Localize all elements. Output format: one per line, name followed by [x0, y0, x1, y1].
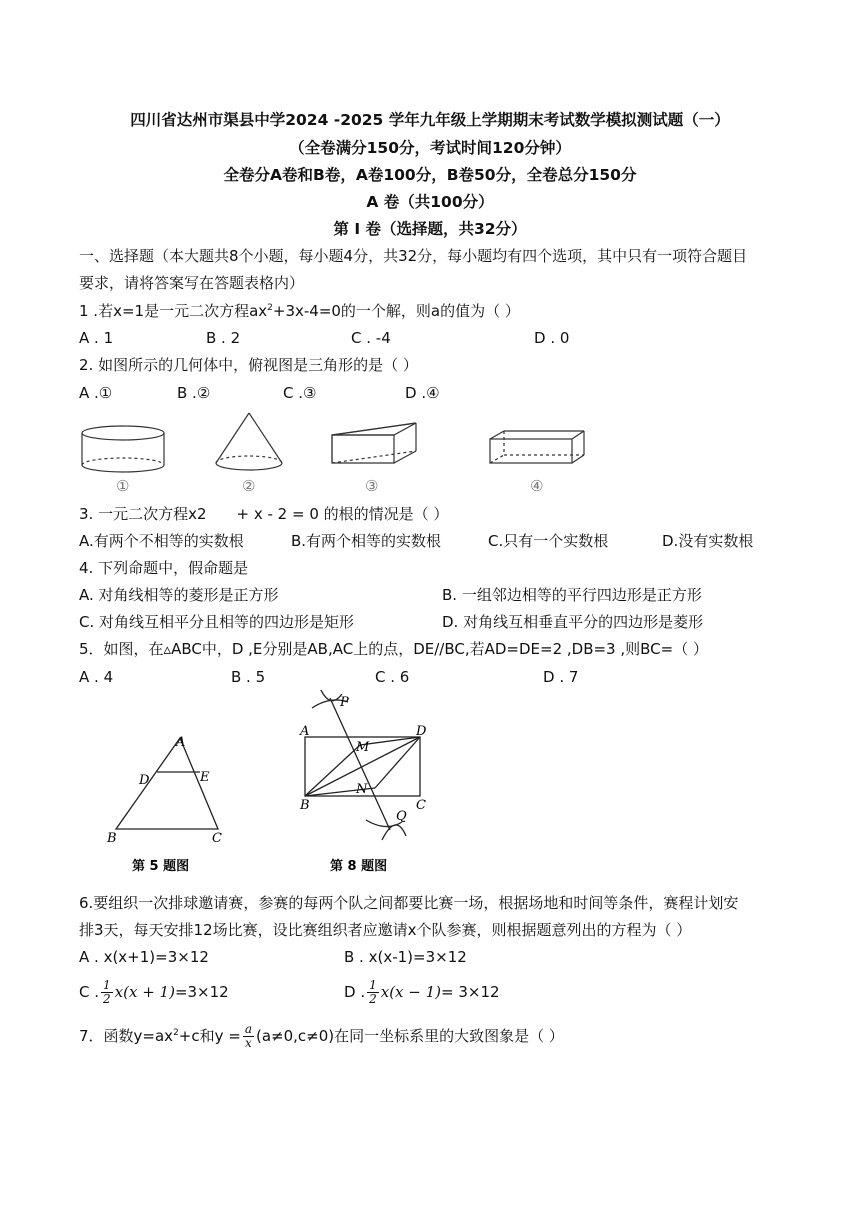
q6-option-c-suffix: =3×12: [174, 983, 229, 1001]
q6-stem-line-2: 排3天，每天安排12场比赛，设比赛组织者应邀请x个队参赛，则根据题意列出的方程为（ ）: [79, 921, 692, 939]
fig5-label-a: A: [176, 735, 186, 750]
fig8-label-d: D: [416, 724, 427, 739]
q1-stem-part-b: +3x-4=0的一个解，则a的值为（ ）: [272, 302, 520, 320]
q5-option-b: B . 5: [231, 668, 266, 686]
figure-5-triangle: [100, 728, 240, 878]
q6-option-d-prefix: D .: [344, 983, 366, 1001]
q7-stem-part-c: (a≠0,c≠0)在同一坐标系里的大致图象是（ ）: [255, 1027, 564, 1045]
q4-option-d: D. 对角线互相垂直平分的四边形是菱形: [442, 613, 704, 631]
figure-8-rectangle: [290, 690, 450, 880]
q6-option-c-expression: x(x + 1): [114, 983, 175, 1001]
q3-stem: [79, 504, 448, 524]
q6-option-d-fraction: [367, 979, 379, 1006]
fig5-label-e: E: [200, 770, 210, 785]
q1-option-b: B . 2: [206, 329, 241, 347]
q6-option-d-suffix: = 3×12: [441, 983, 500, 1001]
fig8-label-q: Q: [396, 809, 407, 824]
q3-option-c: C.只有一个实数根: [488, 532, 609, 550]
instructions-line-1: 一、选择题（本大题共8个小题，每小题4分，共32分，每小题均有四个选项，其中只有一项符合题目: [79, 247, 748, 265]
q1-option-a: A . 1: [79, 329, 114, 347]
q6-option-d-numerator: 1: [369, 978, 377, 992]
exam-subtitle: （全卷满分150分，考试时间120分钟）: [289, 139, 571, 157]
fig5-label-b: B: [107, 831, 117, 846]
q4-stem: 4. 下列命题中，假命题是: [79, 559, 249, 577]
rectangular-box-solid: [490, 431, 584, 463]
q3-option-d: D.没有实数根: [662, 532, 754, 550]
fig8-label-n: N: [356, 782, 368, 797]
figure-label-2: ②: [242, 477, 256, 495]
q7-fraction: [243, 1023, 254, 1050]
q2-option-c: C .③: [283, 384, 317, 402]
q3-option-b: B.有两个相等的实数根: [291, 532, 442, 550]
q1-option-d: D . 0: [534, 329, 570, 347]
q2-option-b: B .②: [177, 384, 211, 402]
fig8-label-c: C: [416, 798, 426, 813]
q6-option-c-prefix: C .: [79, 983, 100, 1001]
q5-option-d: D . 7: [543, 668, 579, 686]
q2-option-d: D .④: [405, 384, 440, 402]
q2-option-a: A .①: [79, 384, 113, 402]
q3-option-a: A.有两个不相等的实数根: [79, 532, 244, 550]
exam-title: 四川省达州市渠县中学2024 -2025 学年九年级上学期期末考试数学模拟测试题（一）: [130, 111, 730, 129]
q6-option-c-denominator: 2: [103, 992, 111, 1006]
fig5-label-d: D: [139, 773, 150, 788]
figure-label-4: ④: [530, 477, 544, 495]
q6-option-c-numerator: 1: [103, 978, 111, 992]
cone-solid: [216, 413, 282, 470]
q7-stem: [79, 1020, 564, 1052]
fig8-label-p: P: [340, 695, 349, 710]
q1-option-c: C . -4: [351, 329, 391, 347]
q2-stem: 2. 如图所示的几何体中，俯视图是三角形的是（ ）: [79, 356, 418, 374]
q7-stem-part-a: 7．函数y=ax: [79, 1027, 174, 1045]
q2-solids-figure: [70, 405, 610, 497]
q5-option-c: C . 6: [375, 668, 410, 686]
q6-option-d-expression: x(x − 1): [380, 983, 442, 1001]
q6-option-d-denominator: 2: [369, 992, 377, 1006]
figure-label-1: ①: [116, 477, 130, 495]
figure-label-3: ③: [365, 477, 379, 495]
q6-option-a: A . x(x+1)=3×12: [79, 948, 209, 966]
q4-option-a: A. 对角线相等的菱形是正方形: [79, 586, 279, 604]
q6-option-c: [79, 976, 229, 1008]
q3-stem-part-b: + x - 2 = 0 的根的情况是（ ）: [236, 505, 449, 523]
q3-stem-part-a: 3. 一元二次方程x2: [79, 505, 207, 523]
fig8-label-b: B: [300, 798, 310, 813]
q6-option-d: [344, 976, 500, 1008]
score-info: 全卷分A卷和B卷，A卷100分，B卷50分，全卷总分150分: [223, 166, 637, 184]
q7-fraction-denominator: x: [245, 1036, 252, 1050]
q1-stem-part-a: 1 .若x=1是一元二次方程ax: [79, 302, 268, 320]
q6-option-b: B . x(x-1)=3×12: [344, 948, 467, 966]
fig8-caption: 第 8 题图: [330, 859, 388, 874]
q7-stem-part-b: +c和y =: [178, 1027, 241, 1045]
fig5-caption: 第 5 题图: [132, 859, 190, 874]
q4-option-c: C. 对角线互相平分且相等的四边形是矩形: [79, 613, 355, 631]
triangular-prism-solid: [332, 423, 416, 463]
part-a-heading: A 卷（共100分）: [366, 193, 494, 211]
section-1-heading: 第 I 卷（选择题，共32分）: [333, 220, 527, 238]
q6-option-c-fraction: [101, 979, 113, 1006]
q5-option-a: A . 4: [79, 668, 114, 686]
q1-superscript: 2: [267, 303, 273, 313]
q1-stem: [79, 301, 520, 321]
q4-option-b: B. 一组邻边相等的平行四边形是正方形: [442, 586, 702, 604]
fig5-label-c: C: [212, 831, 222, 846]
q5-stem: 5．如图，在▵ABC中，D ,E分别是AB,AC上的点，DE//BC,若AD=DE=2 ,DB=3 ,则BC=（ ）: [79, 640, 708, 658]
q7-superscript: 2: [173, 1028, 179, 1038]
instructions-line-2: 要求，请将答案写在答题表格内）: [79, 274, 305, 292]
q6-stem-line-1: 6.要组织一次排球邀请赛，参赛的每两个队之间都要比赛一场，根据场地和时间等条件，赛程计划安: [79, 894, 739, 912]
fig8-label-m: M: [356, 740, 370, 755]
fig8-label-a: A: [300, 724, 310, 739]
cylinder-solid: [82, 426, 164, 472]
q7-fraction-numerator: a: [244, 1022, 252, 1036]
